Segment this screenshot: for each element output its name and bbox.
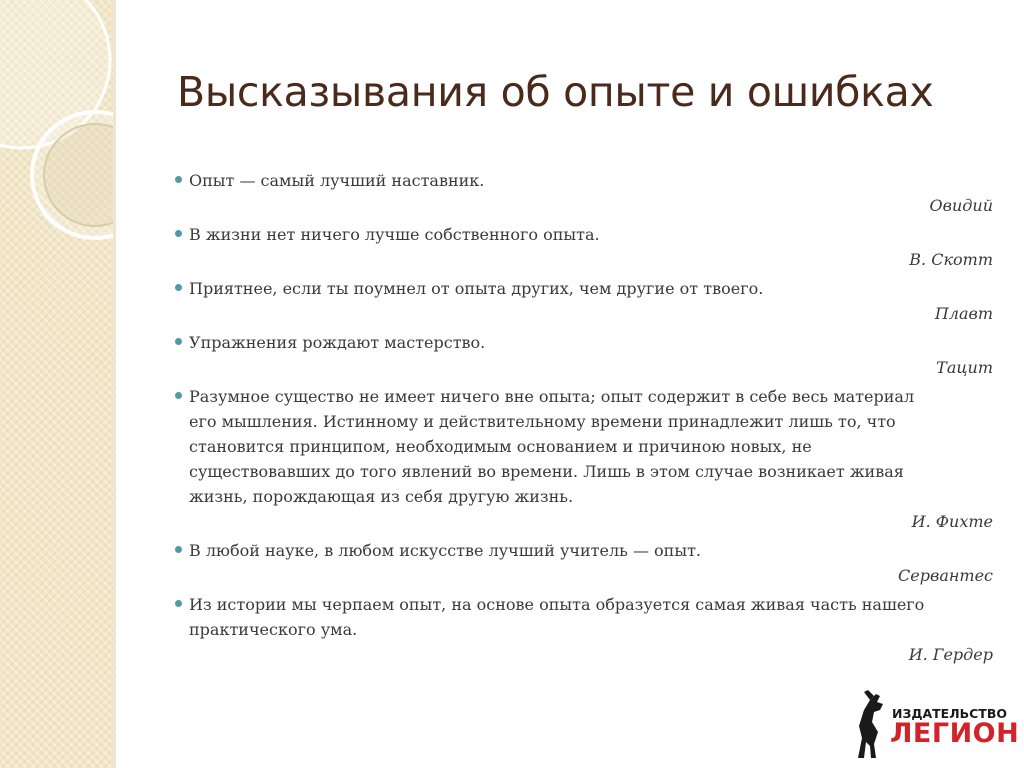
quote-text-line [175, 459, 993, 484]
quote-author: Сервантес [898, 566, 993, 585]
quote-text: В любой науке, в любом искусстве лучший учитель — опыт. [189, 541, 702, 560]
quote-item [175, 276, 993, 327]
quote-list [175, 168, 993, 671]
bullet-icon [175, 546, 182, 553]
decorative-circles [0, 0, 113, 768]
quote-text: В жизни нет ничего лучше собственного опыта. [189, 225, 600, 244]
quote-text-line [175, 434, 993, 459]
slide-title: Высказывания об опыте и ошибках [177, 68, 934, 116]
publisher-name-line2: ЛЕГИОН [890, 718, 1020, 749]
bullet-icon [175, 338, 182, 345]
quote-text-line [175, 384, 993, 409]
quote-text: Опыт — самый лучший наставник. [189, 171, 485, 190]
quote-text: практического ума. [189, 620, 358, 639]
publisher-name-line1: ИЗДАТЕЛЬСТВО [892, 706, 1007, 721]
quote-text: Из истории мы черпаем опыт, на основе опыта образуется самая живая часть нашего [189, 595, 925, 614]
bullet-icon [175, 392, 182, 399]
quote-author: Овидий [929, 196, 993, 215]
quote-author: В. Скотт [909, 250, 993, 269]
quote-text: существовавших до того явлений во времени. Лишь в этом случае возникает живая [189, 462, 904, 481]
bullet-icon [175, 284, 182, 291]
publisher-logo [850, 688, 1020, 760]
quote-item [175, 330, 993, 381]
quote-author: И. Фихте [911, 512, 993, 531]
quote-text: Упражнения рождают мастерство. [189, 333, 486, 352]
quote-author: Тацит [936, 358, 993, 377]
quote-text-line [175, 617, 993, 642]
quote-text-line [175, 538, 993, 563]
quote-text-line [175, 484, 993, 509]
quote-text-line [175, 276, 993, 301]
quote-item [175, 538, 993, 589]
side-strip-border [113, 0, 116, 768]
horse-icon [850, 688, 894, 760]
bullet-icon [175, 230, 182, 237]
quote-text: Приятнее, если ты поумнел от опыта других, чем другие от твоего. [189, 279, 764, 298]
bullet-icon [175, 600, 182, 607]
quote-author: Плавт [934, 304, 993, 323]
quote-author: И. Гердер [908, 645, 993, 664]
quote-item [175, 592, 993, 668]
quote-text-line [175, 409, 993, 434]
quote-text-line [175, 592, 993, 617]
quote-text: становится принципом, необходимым основанием и причиною новых, не [189, 437, 812, 456]
quote-text: Разумное существо не имеет ничего вне опыта; опыт содержит в себе весь материал [189, 387, 915, 406]
quote-text: его мышления. Истинному и действительному времени принадлежит лишь то, что [189, 412, 896, 431]
quote-text: жизнь, порождающая из себя другую жизнь. [189, 487, 574, 506]
decorative-side-strip [0, 0, 113, 768]
quote-item [175, 168, 993, 219]
bullet-icon [175, 176, 182, 183]
quote-text-line [175, 330, 993, 355]
quote-item [175, 384, 993, 535]
quote-text-line [175, 168, 993, 193]
quote-text-line [175, 222, 993, 247]
quote-item [175, 222, 993, 273]
